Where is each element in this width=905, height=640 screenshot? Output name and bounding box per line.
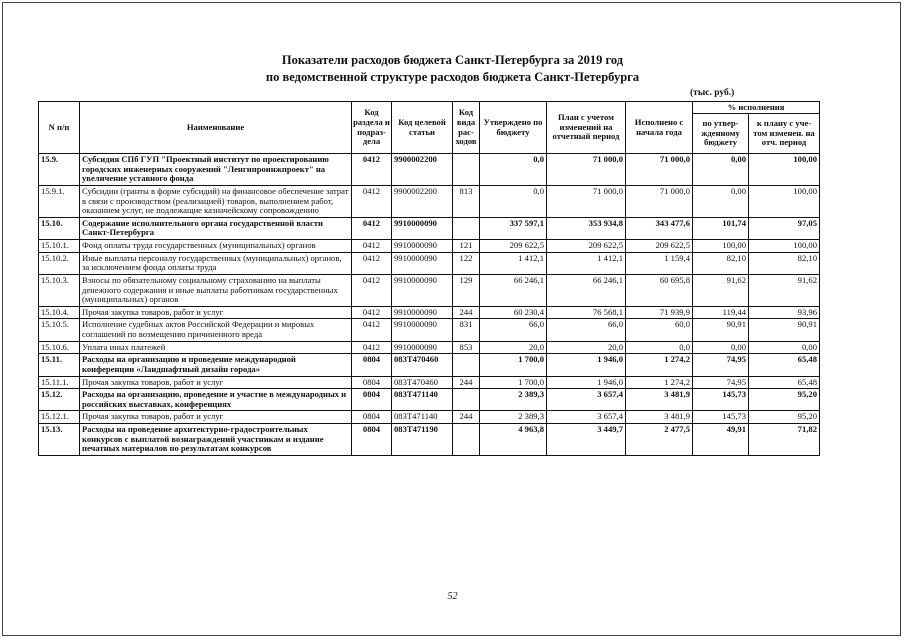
row-pct-approved: 0,00 — [693, 341, 749, 354]
row-type-code: 121 — [453, 240, 480, 253]
row-target-code: 9910000090 — [392, 341, 453, 354]
table-body — [39, 154, 820, 456]
row-num: 15.12. — [39, 389, 80, 411]
row-pct-approved: 82,10 — [693, 252, 749, 274]
row-type-code: 244 — [453, 411, 480, 424]
row-executed: 2 477,5 — [626, 424, 693, 456]
row-num: 15.10.3. — [39, 274, 80, 306]
row-approved: 1 700,0 — [480, 376, 547, 389]
header-approved: Утверждено по бюджету — [480, 102, 547, 154]
row-pct-plan: 95,20 — [749, 389, 820, 411]
row-section-code: 0412 — [352, 154, 392, 186]
row-num: 15.10.5. — [39, 319, 80, 341]
row-approved: 1 412,1 — [480, 252, 547, 274]
row-name: Прочая закупка товаров, работ и услуг — [80, 306, 352, 319]
row-section-code: 0804 — [352, 376, 392, 389]
row-executed: 60,0 — [626, 319, 693, 341]
row-num: 15.13. — [39, 424, 80, 456]
page-number: 52 — [447, 591, 458, 602]
row-approved: 209 622,5 — [480, 240, 547, 253]
header-type: Код вида рас-ходов — [453, 102, 480, 154]
header-pct-plan: к плану с уче-том изменен. на отч. период — [749, 114, 820, 154]
row-num: 15.10.4. — [39, 306, 80, 319]
row-section-code: 0804 — [352, 424, 392, 456]
row-pct-approved: 100,00 — [693, 240, 749, 253]
table-row — [39, 341, 820, 354]
row-plan: 71 000,0 — [547, 154, 626, 186]
row-name: Уплата иных платежей — [80, 341, 352, 354]
row-executed: 3 481,9 — [626, 411, 693, 424]
row-pct-approved: 119,44 — [693, 306, 749, 319]
row-approved: 0,0 — [480, 154, 547, 186]
row-executed: 1 159,4 — [626, 252, 693, 274]
row-target-code: 083Т470460 — [392, 354, 453, 376]
row-plan: 1 412,1 — [547, 252, 626, 274]
row-approved: 66,0 — [480, 319, 547, 341]
row-section-code: 0412 — [352, 217, 392, 239]
row-section-code: 0412 — [352, 274, 392, 306]
row-target-code: 9900002200 — [392, 185, 453, 217]
row-executed: 71 939,9 — [626, 306, 693, 319]
header-pct-approved: по утвер-жденному бюджету — [693, 114, 749, 154]
row-name: Расходы на проведение архитектурно-градостроительных конкурсов с выплатой вознаграждений участникам и издание печатных материалов по результатам конкурсов — [80, 424, 352, 456]
row-plan: 76 568,1 — [547, 306, 626, 319]
row-pct-plan: 100,00 — [749, 240, 820, 253]
row-approved: 337 597,1 — [480, 217, 547, 239]
row-type-code — [453, 154, 480, 186]
row-type-code: 831 — [453, 319, 480, 341]
row-pct-approved: 74,95 — [693, 376, 749, 389]
row-target-code: 083Т471190 — [392, 424, 453, 456]
header-target: Код целевой статьи — [392, 102, 453, 154]
row-num: 15.10. — [39, 217, 80, 239]
row-target-code: 9910000090 — [392, 240, 453, 253]
row-num: 15.9.1. — [39, 185, 80, 217]
row-name: Содержание исполнительного органа государственной власти Санкт-Петербурга — [80, 217, 352, 239]
row-pct-approved: 145,73 — [693, 411, 749, 424]
row-num: 15.10.2. — [39, 252, 80, 274]
row-executed: 71 000,0 — [626, 154, 693, 186]
row-name: Субсидия СПб ГУП "Проектный институт по проектированию городских инженерных сооружений "Ленгипроинжпроект" на увеличение уставного фонда — [80, 154, 352, 186]
row-type-code: 813 — [453, 185, 480, 217]
row-name: Прочая закупка товаров, работ и услуг — [80, 411, 352, 424]
table-row — [39, 274, 820, 306]
row-pct-approved: 101,74 — [693, 217, 749, 239]
row-type-code — [453, 354, 480, 376]
row-executed: 60 695,8 — [626, 274, 693, 306]
table-row — [39, 424, 820, 456]
row-num: 15.12.1. — [39, 411, 80, 424]
row-name: Субсидии (гранты в форме субсидий) на финансовое обеспечение затрат в связи с производством (реализацией) товаров, выполнением работ, оказанием услуг, не подлежащие казначейскому сопровождению — [80, 185, 352, 217]
row-target-code: 9910000090 — [392, 319, 453, 341]
row-pct-plan: 100,00 — [749, 185, 820, 217]
header-plan: План с учетом изменений на отчетный период — [547, 102, 626, 154]
row-executed: 1 274,2 — [626, 354, 693, 376]
row-plan: 66,0 — [547, 319, 626, 341]
row-section-code: 0804 — [352, 354, 392, 376]
row-type-code — [453, 217, 480, 239]
row-num: 15.9. — [39, 154, 80, 186]
row-name: Иные выплаты персоналу государственных (муниципальных) органов, за исключением фонда оплаты труда — [80, 252, 352, 274]
header-name: Наименование — [80, 102, 352, 154]
row-pct-approved: 0,00 — [693, 185, 749, 217]
row-target-code: 9910000090 — [392, 252, 453, 274]
row-pct-approved: 145,73 — [693, 389, 749, 411]
row-plan: 3 657,4 — [547, 389, 626, 411]
report-title: Показатели расходов бюджета Санкт-Петербурга за 2019 год — [281, 53, 624, 67]
table-row — [39, 354, 820, 376]
row-section-code: 0412 — [352, 185, 392, 217]
row-executed: 209 622,5 — [626, 240, 693, 253]
header-pct-group: % исполнения — [693, 102, 820, 114]
row-executed: 343 477,6 — [626, 217, 693, 239]
row-num: 15.11.1. — [39, 376, 80, 389]
row-pct-plan: 71,82 — [749, 424, 820, 456]
header-section: Код раздела и подраз-дела — [352, 102, 392, 154]
row-name: Расходы на организацию, проведение и участие в международных и российских выставках, конференциях — [80, 389, 352, 411]
row-pct-plan: 97,05 — [749, 217, 820, 239]
row-executed: 71 000,0 — [626, 185, 693, 217]
header-num: N п/п — [39, 102, 80, 154]
row-pct-approved: 0,00 — [693, 154, 749, 186]
row-type-code: 244 — [453, 306, 480, 319]
row-approved: 60 230,4 — [480, 306, 547, 319]
row-pct-plan: 0,00 — [749, 341, 820, 354]
row-plan: 209 622,5 — [547, 240, 626, 253]
row-section-code: 0412 — [352, 252, 392, 274]
row-type-code: 129 — [453, 274, 480, 306]
table-row — [39, 240, 820, 253]
row-pct-plan: 65,48 — [749, 376, 820, 389]
row-plan: 1 946,0 — [547, 354, 626, 376]
row-num: 15.10.1. — [39, 240, 80, 253]
row-plan: 3 657,4 — [547, 411, 626, 424]
row-executed: 3 481,9 — [626, 389, 693, 411]
row-name: Исполнение судебных актов Российской Федерации и мировых соглашений по возмещению причиненного вреда — [80, 319, 352, 341]
row-pct-approved: 74,95 — [693, 354, 749, 376]
row-plan: 20,0 — [547, 341, 626, 354]
row-type-code — [453, 389, 480, 411]
row-section-code: 0412 — [352, 319, 392, 341]
row-target-code: 9910000090 — [392, 274, 453, 306]
row-executed: 1 274,2 — [626, 376, 693, 389]
row-pct-plan: 65,48 — [749, 354, 820, 376]
row-pct-plan: 90,91 — [749, 319, 820, 341]
table-row — [39, 217, 820, 239]
table-row — [39, 306, 820, 319]
row-approved: 66 246,1 — [480, 274, 547, 306]
row-approved: 4 963,8 — [480, 424, 547, 456]
row-pct-approved: 49,91 — [693, 424, 749, 456]
row-plan: 353 934,8 — [547, 217, 626, 239]
row-section-code: 0804 — [352, 411, 392, 424]
row-type-code: 122 — [453, 252, 480, 274]
row-plan: 71 000,0 — [547, 185, 626, 217]
row-type-code — [453, 424, 480, 456]
row-pct-plan: 91,62 — [749, 274, 820, 306]
row-section-code: 0412 — [352, 341, 392, 354]
row-target-code: 9900002200 — [392, 154, 453, 186]
row-plan: 66 246,1 — [547, 274, 626, 306]
row-target-code: 083Т470460 — [392, 376, 453, 389]
row-section-code: 0412 — [352, 306, 392, 319]
row-approved: 2 389,3 — [480, 411, 547, 424]
row-pct-approved: 90,91 — [693, 319, 749, 341]
row-name: Прочая закупка товаров, работ и услуг — [80, 376, 352, 389]
row-name: Расходы на организацию и проведение международной конференции «Ландшафтный дизайн города» — [80, 354, 352, 376]
row-approved: 2 389,3 — [480, 389, 547, 411]
table-row — [39, 389, 820, 411]
row-plan: 1 946,0 — [547, 376, 626, 389]
row-target-code: 083Т471140 — [392, 389, 453, 411]
row-type-code: 853 — [453, 341, 480, 354]
row-name: Взносы по обязательному социальному страхованию на выплаты денежного содержания и иные выплаты работникам государственных (муниципальных) органов — [80, 274, 352, 306]
row-pct-plan: 82,10 — [749, 252, 820, 274]
units-label: (тыс. руб.) — [690, 88, 735, 98]
row-target-code: 083Т471140 — [392, 411, 453, 424]
row-approved: 0,0 — [480, 185, 547, 217]
row-approved: 20,0 — [480, 341, 547, 354]
table-row — [39, 319, 820, 341]
row-pct-approved: 91,62 — [693, 274, 749, 306]
row-num: 15.10.6. — [39, 341, 80, 354]
row-approved: 1 700,0 — [480, 354, 547, 376]
row-pct-plan: 100,00 — [749, 154, 820, 186]
header-executed: Исполнено с начала года — [626, 102, 693, 154]
row-section-code: 0412 — [352, 240, 392, 253]
report-subtitle: по ведомственной структуре расходов бюджета Санкт-Петербурга — [265, 70, 640, 84]
table-row — [39, 252, 820, 274]
expenditure-table — [38, 101, 820, 456]
row-target-code: 9910000090 — [392, 217, 453, 239]
row-type-code: 244 — [453, 376, 480, 389]
row-num: 15.11. — [39, 354, 80, 376]
row-name: Фонд оплаты труда государственных (муниципальных) органов — [80, 240, 352, 253]
row-target-code: 9910000090 — [392, 306, 453, 319]
row-pct-plan: 93,96 — [749, 306, 820, 319]
table-row — [39, 154, 820, 186]
table-row — [39, 411, 820, 424]
row-executed: 0,0 — [626, 341, 693, 354]
row-pct-plan: 95,20 — [749, 411, 820, 424]
table-row — [39, 185, 820, 217]
row-plan: 3 449,7 — [547, 424, 626, 456]
table-row — [39, 376, 820, 389]
row-section-code: 0804 — [352, 389, 392, 411]
